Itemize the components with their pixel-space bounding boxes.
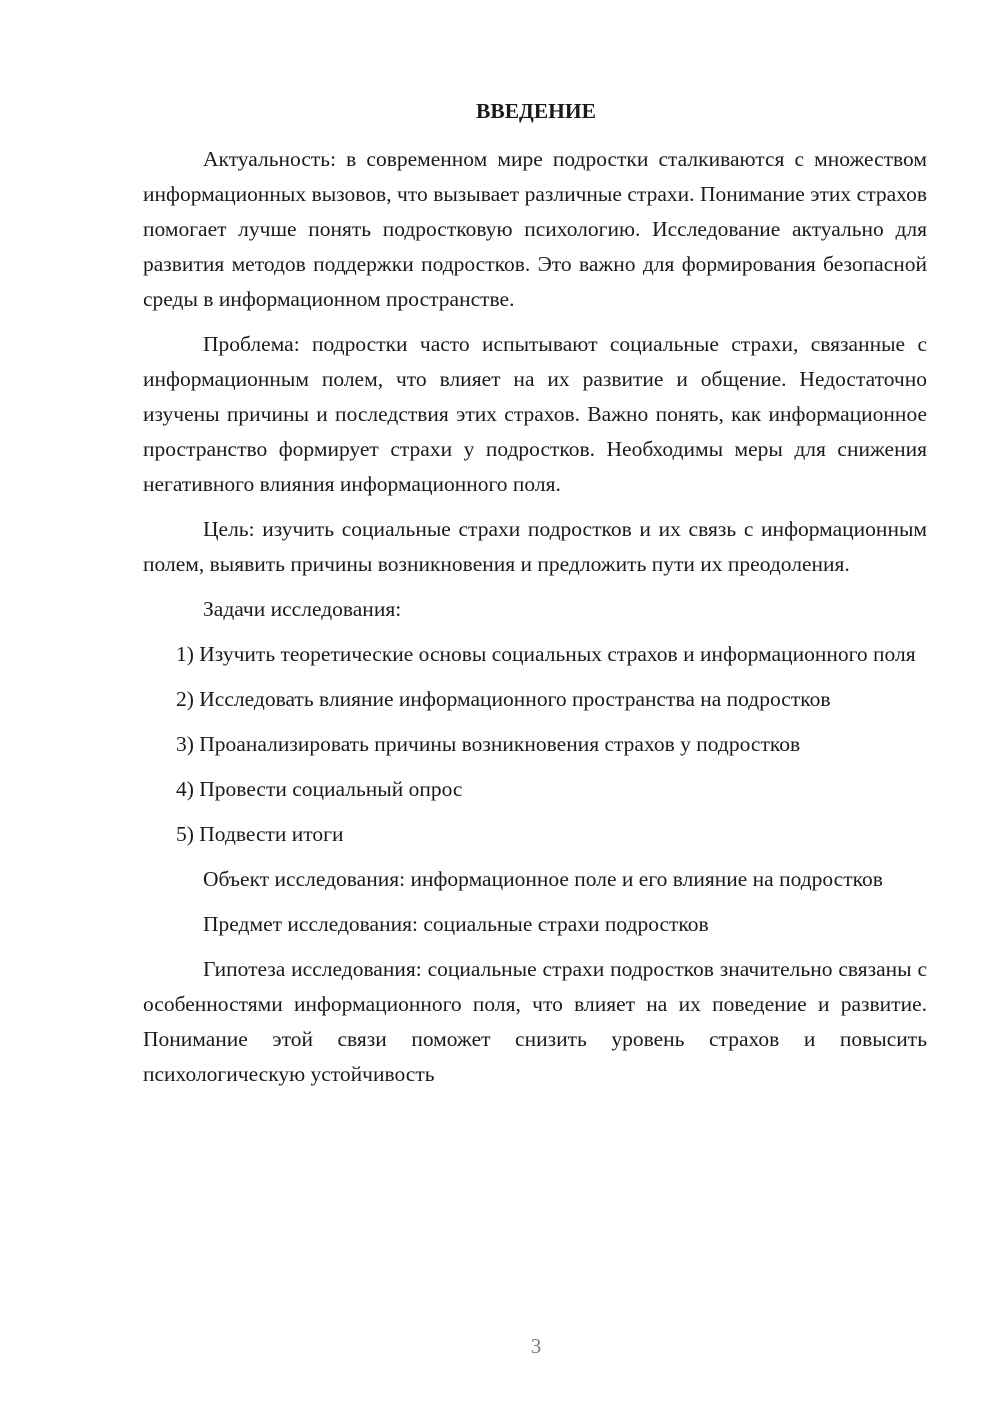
- tasks-heading: Задачи исследования:: [203, 597, 402, 621]
- task-item-1: 1) Изучить теоретические основы социальных страхов и информационного поля: [176, 642, 916, 666]
- page-number: 3: [530, 1334, 542, 1358]
- document-body: [143, 142, 927, 1102]
- paragraph-hypothesis: Гипотеза исследования: социальные страхи подростков значительно связаны с особенностями информационного поля, что влияет на их поведение и развитие. Понимание этой связи поможет снизить уровень страхов и повысить психологическую устойчивость: [143, 957, 927, 1086]
- paragraph-relevance: Актуальность: в современном мире подростки сталкиваются с множеством информационных вызовов, что вызывает различные страхи. Понимание этих страхов помогает лучше понять подростковую психологию. Исследование актуально для развития методов поддержки подростков. Это важно для формирования безопасной среды в информационном пространстве.: [143, 147, 927, 311]
- paragraph-subject: Предмет исследования: социальные страхи подростков: [203, 912, 709, 936]
- task-item-2: 2) Исследовать влияние информационного пространства на подростков: [176, 687, 831, 711]
- page-title: ВВЕДЕНИЕ: [476, 99, 596, 123]
- task-item-3: 3) Проанализировать причины возникновения страхов у подростков: [176, 732, 801, 756]
- paragraph-goal: Цель: изучить социальные страхи подростков и их связь с информационным полем, выявить причины возникновения и предложить пути их преодоления.: [143, 517, 927, 576]
- paragraph-problem: Проблема: подростки часто испытывают социальные страхи, связанные с информационным полем, что влияет на их развитие и общение. Недостаточно изучены причины и последствия этих страхов. Важно понять, как информационное пространство формирует страхи у подростков. Необходимы меры для снижения негативного влияния информационного поля.: [143, 332, 927, 496]
- paragraph-object: Объект исследования: информационное поле и его влияние на подростков: [203, 867, 883, 891]
- task-item-5: 5) Подвести итоги: [176, 822, 344, 846]
- task-item-4: 4) Провести социальный опрос: [176, 777, 463, 801]
